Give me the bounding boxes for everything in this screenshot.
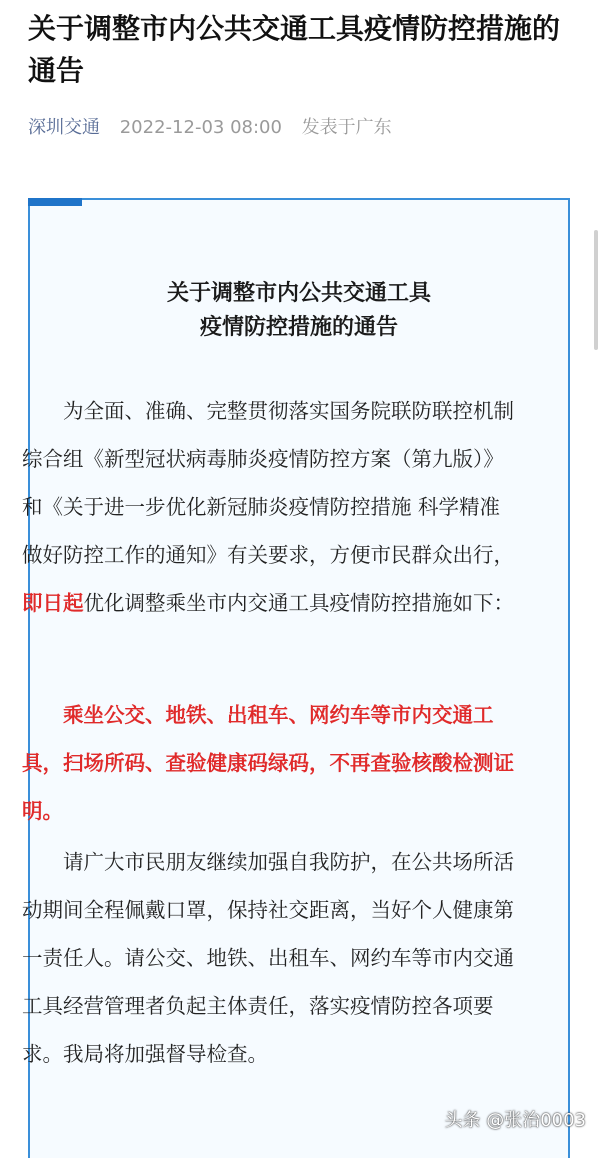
- article-meta: [28, 113, 392, 139]
- notice-paragraph-2: 乘坐公交、地铁、出租车、网约车等市内交通工具，扫场所码、查验健康码绿码，不再查验核酸检测证明。: [22, 703, 514, 823]
- publish-location: 发表于广东: [301, 117, 392, 138]
- p1-text-after: 优化调整乘坐市内交通工具疫情防控措施如下：: [83, 591, 514, 615]
- publish-time: 2022-12-03 08:00: [119, 117, 282, 138]
- notice-paragraph-3: 请广大市民朋友继续加强自我防护，在公共场所活动期间全程佩戴口罩，保持社交距离，当好个人健康第一责任人。请公交、地铁、出租车、网约车等市内交通工具经营管理者负起主体责任，落实疫情防控各项要求。我局将加强督导检查。: [22, 850, 514, 1066]
- notice-heading-line1: 关于调整市内公共交通工具: [166, 281, 431, 306]
- corner-accent: [28, 198, 82, 206]
- notice-paragraph-1: [22, 387, 518, 627]
- account-name-link[interactable]: 深圳交通: [28, 117, 100, 138]
- page-scrollbar[interactable]: [594, 230, 598, 350]
- watermark: 头条 @张治0003: [444, 1110, 586, 1131]
- notice-heading: [30, 277, 568, 345]
- p1-text-before: 为全面、准确、完整贯彻落实国务院联防联控机制综合组《新型冠状病毒肺炎疫情防控方案（第九版）》和《关于进一步优化新冠肺炎疫情防控措施 科学精准做好防控工作的通知》有关要求，方便市民群众出行，: [22, 399, 514, 567]
- notice-heading-line2: 疫情防控措施的通告: [199, 315, 398, 340]
- article-title: 关于调整市内公共交通工具疫情防控措施的通告: [28, 12, 561, 87]
- p1-highlight: 即日起: [22, 591, 84, 615]
